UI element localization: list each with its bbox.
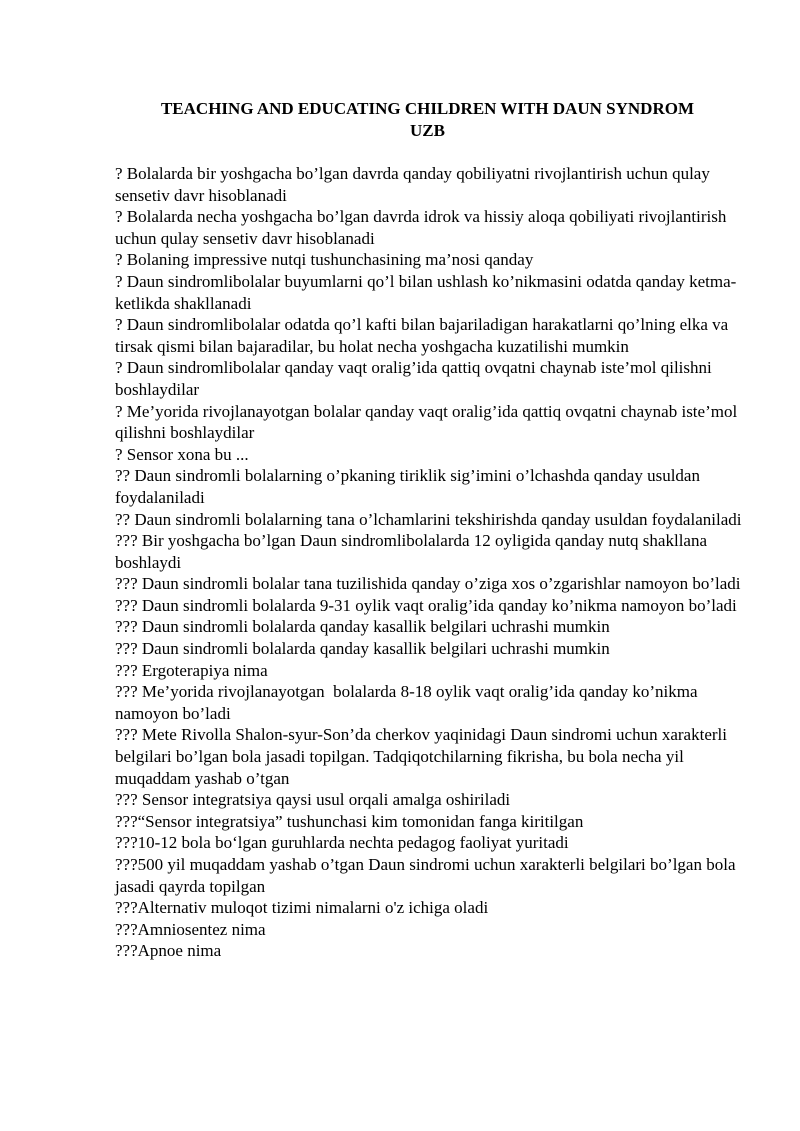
- document-title: [115, 98, 740, 141]
- question-item: ??? Me’yorida rivojlanayotgan bolalarda 8-18 oylik vaqt oralig’ida qanday ko’nikma namoyon bo’ladi: [115, 682, 702, 723]
- question-item: ??? Mete Rivolla Shalon-syur-Son’da cherkov yaqinidagi Daun sindromi uchun xarakterli belgilari bo’lgan bola jasadi topilgan. Tadqiqotchilarning fikrisha, bu bola necha yil muqaddam yashab o’tgan: [115, 725, 732, 788]
- document-title-line-2: UZB: [410, 120, 445, 140]
- question-item: ???“Sensor integratsiya” tushunchasi kim tomonidan fanga kiritilgan: [115, 811, 584, 831]
- question-item: ??? Daun sindromli bolalar tana tuzilishida qanday o’ziga xos o’zgarishlar namoyon bo’ladi: [115, 574, 741, 594]
- question-item: ???Alternativ muloqot tizimi nimalarni o'z ichiga oladi: [115, 898, 489, 918]
- question-item: ? Daun sindromlibolalar buyumlarni qo’l bilan ushlash ko’nikmasini odatda qanday ketma-ketlikda shakllanadi: [115, 271, 737, 313]
- question-item: ??? Sensor integratsiya qaysi usul orqali amalga oshiriladi: [115, 790, 511, 810]
- question-item: ? Bolalarda bir yoshgacha bo’lgan davrda qanday qobiliyatni rivojlantirish uchun qulay sensetiv davr hisoblanadi: [115, 164, 715, 205]
- question-item: ???500 yil muqaddam yashab o’tgan Daun sindromi uchun xarakterli belgilari bo’lgan bola jasadi qayrda topilgan: [115, 855, 740, 896]
- question-item: ? Me’yorida rivojlanayotgan bolalar qanday vaqt oralig’ida qattiq ovqatni chaynab iste’mol qilishni boshlaydilar: [115, 401, 742, 443]
- question-item: ??? Ergoterapiya nima: [115, 660, 268, 680]
- question-list: [115, 163, 745, 962]
- question-item: ??? Daun sindromli bolalarda 9-31 oylik vaqt oralig’ida qanday ko’nikma namoyon bo’ladi: [115, 595, 737, 615]
- question-item: ???Apnoe nima: [115, 941, 222, 961]
- question-item: ??? Bir yoshgacha bo’lgan Daun sindromlibolalarda 12 oyligida qanday nutq shakllana boshlaydi: [115, 531, 712, 572]
- document-title-line-1: TEACHING AND EDUCATING CHILDREN WITH DAUN SYNDROM: [160, 99, 695, 118]
- question-item: ??? Daun sindromli bolalarda qanday kasallik belgilari uchrashi mumkin: [115, 617, 610, 637]
- question-item: ?? Daun sindromli bolalarning tana o’lchamlarini tekshirishda qanday usuldan foydalaniladi: [115, 509, 742, 529]
- question-item: ? Bolaning impressive nutqi tushunchasining ma’nosi qanday: [115, 250, 534, 270]
- question-item: ???Amniosentez nima: [115, 919, 266, 939]
- question-item: ??? Daun sindromli bolalarda qanday kasallik belgilari uchrashi mumkin: [115, 639, 610, 659]
- question-item: ? Bolalarda necha yoshgacha bo’lgan davrda idrok va hissiy aloqa qobiliyati rivojlantirish uchun qulay sensetiv davr hisoblanadi: [115, 207, 731, 248]
- question-item: ? Daun sindromlibolalar odatda qo’l kafti bilan bajariladigan harakatlarni qo’lning elka va tirsak qismi bilan bajaradilar, bu holat necha yoshgacha kuzatilishi mumkin: [115, 315, 733, 356]
- question-item: ? Daun sindromlibolalar qanday vaqt oralig’ida qattiq ovqatni chaynab iste’mol qilishni boshlaydilar: [115, 358, 716, 399]
- question-item: ?? Daun sindromli bolalarning o’pkaning tiriklik sig’imini o’lchashda qanday usuldan foydalaniladi: [115, 466, 705, 507]
- question-item: ???10-12 bola bo‘lgan guruhlarda nechta pedagog faoliyat yuritadi: [115, 833, 569, 853]
- question-item: ? Sensor xona bu ...: [115, 444, 249, 464]
